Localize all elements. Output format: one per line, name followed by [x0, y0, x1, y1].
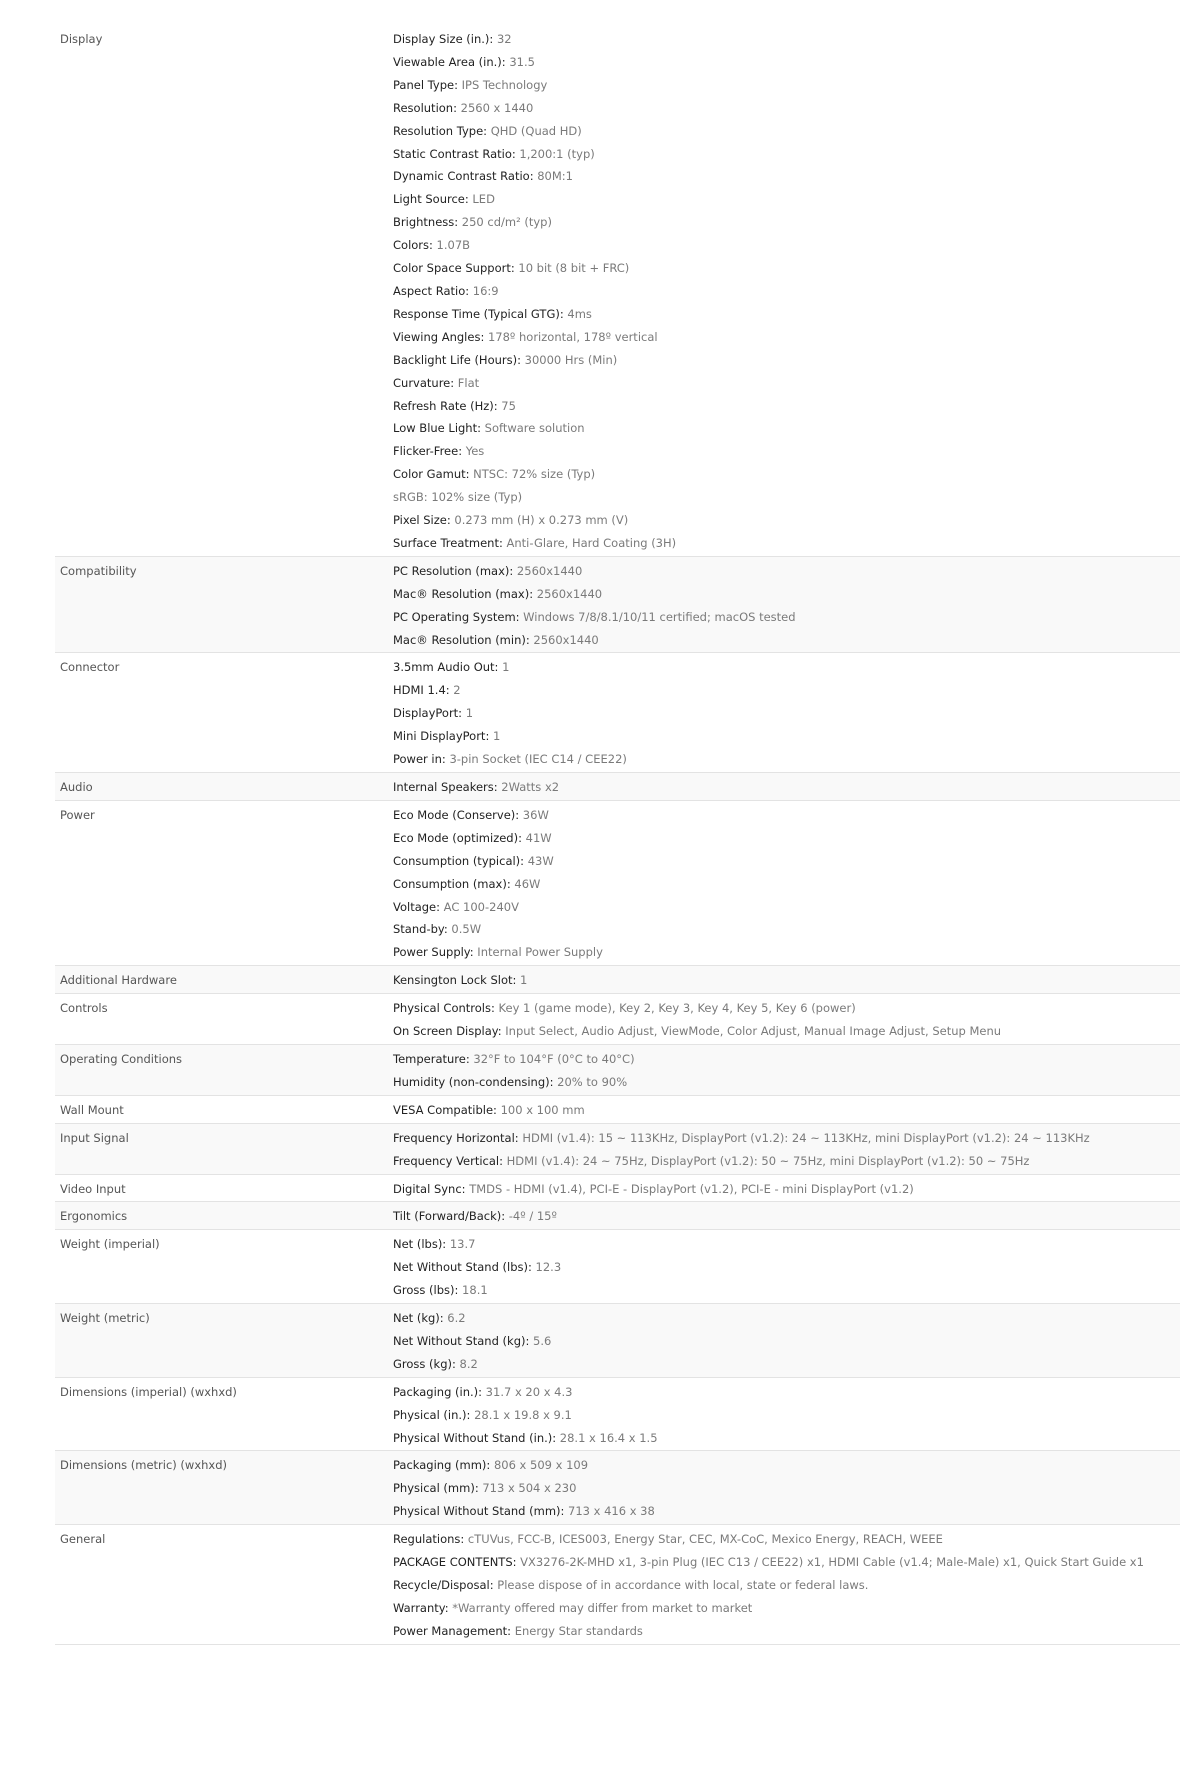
spec-item-key: Physical Without Stand (in.): [393, 1430, 557, 1445]
spec-category-label: Dimensions (imperial) (wxhxd) [60, 1384, 237, 1399]
spec-item [393, 560, 1180, 583]
spec-item-value: 1 [516, 973, 528, 988]
spec-section-row [55, 1304, 1180, 1378]
spec-item-list [393, 1127, 1180, 1173]
spec-section-row [55, 1451, 1180, 1525]
spec-item [393, 120, 1180, 143]
spec-item-key: Physical Controls: [393, 1001, 495, 1016]
spec-item [393, 1454, 1180, 1477]
spec-item-value: 713 x 416 x 38 [564, 1504, 655, 1519]
spec-item [393, 372, 1180, 395]
spec-item-key: Frequency Vertical: [393, 1153, 503, 1168]
spec-item [393, 1020, 1180, 1043]
spec-item [393, 188, 1180, 211]
spec-item-key: Tilt (Forward/Back): [393, 1209, 506, 1224]
spec-item-key: Eco Mode (Conserve): [393, 807, 520, 822]
spec-item-value: 2560x1440 [533, 586, 603, 601]
spec-item [393, 486, 1180, 509]
spec-item-value: 32 [493, 32, 512, 46]
spec-item [393, 656, 1180, 679]
spec-item-value: 3-pin Socket (IEC C14 / CEE22) [445, 752, 627, 767]
spec-item-list [393, 560, 1180, 652]
spec-item [393, 1307, 1180, 1330]
spec-item-value: *Warranty offered may differ from market to market [448, 1600, 753, 1615]
spec-item-key: VESA Compatible: [393, 1102, 497, 1117]
spec-item-list [393, 1048, 1180, 1094]
spec-item-list [393, 1099, 1180, 1122]
spec-category-label: General [60, 1532, 106, 1547]
spec-item-value: 4ms [563, 306, 592, 321]
spec-category-label: Wall Mount [60, 1102, 124, 1117]
spec-item [393, 850, 1180, 873]
spec-section-row [55, 1230, 1180, 1304]
spec-item [393, 1205, 1180, 1228]
spec-item-value: Flat [454, 375, 480, 390]
spec-item [393, 1279, 1180, 1302]
spec-item-value: cTUVus, FCC-B, ICES003, Energy Star, CEC, MX-CoC, Mexico Energy, REACH, WEEE [464, 1532, 943, 1547]
spec-item [393, 509, 1180, 532]
spec-item-key: Power Management: [393, 1623, 512, 1638]
spec-item-value: 28.1 x 16.4 x 1.5 [556, 1430, 658, 1445]
spec-item-value: 2560x1440 [513, 563, 583, 578]
spec-item-key: Flicker-Free: [393, 444, 463, 459]
spec-item-key: On Screen Display: [393, 1024, 502, 1039]
spec-item [393, 606, 1180, 629]
spec-item-key: Packaging (mm): [393, 1458, 491, 1473]
spec-item-value: 43W [524, 853, 554, 868]
spec-item-value: 6.2 [443, 1311, 466, 1326]
spec-item [393, 74, 1180, 97]
spec-item-key: Humidity (non-condensing): [393, 1074, 554, 1089]
spec-item-value: Software solution [480, 421, 585, 436]
spec-item-value: Please dispose of in accordance with local, state or federal laws. [493, 1578, 869, 1592]
spec-item-key: Consumption (max): [393, 876, 511, 891]
spec-item-value: VX3276-2K-MHD x1, 3-pin Plug (IEC C13 / CEE22) x1, HDMI Cable (v1.4; Male-Male) x1, Quick Start Guide x1 [516, 1555, 1144, 1570]
spec-item-value: 31.7 x 20 x 4.3 [482, 1384, 573, 1399]
spec-section-row [55, 28, 1180, 557]
spec-category-label: Additional Hardware [60, 973, 177, 988]
spec-item-value: 75 [497, 398, 516, 413]
spec-category-label: Ergonomics [60, 1209, 128, 1224]
spec-item [393, 748, 1180, 771]
spec-item [393, 679, 1180, 702]
spec-item-list [393, 1307, 1180, 1376]
spec-item [393, 143, 1180, 166]
spec-item-list [393, 969, 1180, 992]
spec-item-key: Surface Treatment: [393, 535, 503, 550]
spec-item-key: Backlight Life (Hours): [393, 352, 521, 367]
spec-item [393, 440, 1180, 463]
spec-item [393, 918, 1180, 941]
spec-item-list [393, 997, 1180, 1043]
spec-item-list [393, 1454, 1180, 1523]
spec-item-value: LED [468, 192, 495, 207]
spec-item-key: Net Without Stand (kg): [393, 1333, 530, 1348]
spec-item-value: TMDS - HDMI (v1.4), PCI-E - DisplayPort (v1.2), PCI-E - mini DisplayPort (v1.2) [465, 1181, 914, 1196]
spec-item-key: Physical (mm): [393, 1481, 479, 1496]
spec-item [393, 1551, 1180, 1574]
spec-item-value: 28.1 x 19.8 x 9.1 [470, 1407, 572, 1422]
spec-item [393, 280, 1180, 303]
spec-item-key: Colors: [393, 238, 433, 253]
spec-item [393, 1620, 1180, 1643]
spec-item-value: 1 [489, 729, 501, 744]
spec-item-value: 250 cd/m² (typ) [458, 215, 552, 230]
spec-item-key: Power in: [393, 752, 446, 767]
spec-section-row [55, 1124, 1180, 1175]
spec-item-value: 713 x 504 x 230 [478, 1481, 577, 1496]
spec-item [393, 1500, 1180, 1523]
spec-item-value: 1,200:1 (typ) [515, 146, 595, 161]
spec-item [393, 629, 1180, 652]
spec-item-value: 30000 Hrs (Min) [520, 352, 618, 367]
spec-item-value: Energy Star standards [511, 1623, 643, 1638]
spec-item-key: Color Space Support: [393, 261, 515, 276]
spec-category-label: Input Signal [60, 1130, 129, 1145]
spec-item-value: HDMI (v1.4): 24 ~ 75Hz, DisplayPort (v1.2): 50 ~ 75Hz, mini DisplayPort (v1.2): 50 ~ 75Hz [503, 1153, 1030, 1168]
spec-item-value: sRGB: 102% size (Typ) [393, 490, 523, 505]
spec-section-row [55, 1525, 1180, 1645]
spec-item-value: 10 bit (8 bit + FRC) [514, 261, 630, 276]
spec-item-value: 2560x1440 [529, 632, 599, 647]
spec-section-row [55, 1045, 1180, 1096]
spec-item-list [393, 776, 1180, 799]
spec-item [393, 1150, 1180, 1173]
spec-item-list [393, 1528, 1180, 1643]
spec-item-key: 3.5mm Audio Out: [393, 660, 499, 675]
spec-section-row [55, 1202, 1180, 1230]
spec-item [393, 1099, 1180, 1122]
spec-item-key: Temperature: [393, 1051, 470, 1066]
spec-item-key: Gross (kg): [393, 1356, 456, 1371]
spec-item-value: 36W [519, 807, 549, 822]
spec-item-key: Viewable Area (in.): [393, 54, 506, 69]
spec-item-key: Brightness: [393, 215, 459, 230]
spec-item-value: Internal Power Supply [473, 945, 603, 960]
spec-item-key: Mac® Resolution (min): [393, 632, 530, 647]
spec-item-value: 1.07B [432, 238, 471, 253]
spec-item-key: Internal Speakers: [393, 780, 498, 794]
spec-item [393, 532, 1180, 555]
spec-item [393, 417, 1180, 440]
spec-item [393, 97, 1180, 120]
spec-item [393, 165, 1180, 188]
spec-item-value: 32°F to 104°F (0°C to 40°C) [469, 1051, 635, 1066]
spec-item-key: Dynamic Contrast Ratio: [393, 169, 534, 184]
spec-item [393, 1178, 1180, 1201]
spec-item [393, 257, 1180, 280]
spec-item-value: 806 x 509 x 109 [490, 1458, 589, 1473]
spec-item-value: Key 1 (game mode), Key 2, Key 3, Key 4, Key 5, Key 6 (power) [494, 1001, 856, 1016]
spec-item-key: Physical (in.): [393, 1407, 471, 1422]
spec-item [393, 1048, 1180, 1071]
spec-item-key: Resolution: [393, 100, 457, 115]
spec-item-key: Pixel Size: [393, 513, 451, 528]
spec-section-row [55, 557, 1180, 654]
spec-item-value: Anti-Glare, Hard Coating (3H) [502, 535, 677, 550]
spec-item [393, 211, 1180, 234]
spec-item-value: IPS Technology [457, 77, 548, 92]
spec-item-key: Digital Sync: [393, 1181, 466, 1196]
spec-item [393, 1597, 1180, 1620]
spec-item-value: 41W [521, 830, 552, 845]
spec-item [393, 1427, 1180, 1450]
spec-item-value: 12.3 [531, 1260, 562, 1275]
spec-item-list [393, 656, 1180, 771]
spec-item-value: 0.273 mm (H) x 0.273 mm (V) [450, 513, 629, 528]
spec-item-key: Kensington Lock Slot: [393, 973, 517, 988]
spec-item-key: Refresh Rate (Hz): [393, 398, 498, 413]
spec-item [393, 1353, 1180, 1376]
spec-item-key: Voltage: [393, 899, 441, 914]
spec-category-label: Dimensions (metric) (wxhxd) [60, 1458, 228, 1473]
spec-item-key: Net Without Stand (lbs): [393, 1260, 532, 1275]
spec-item-key: DisplayPort: [393, 706, 463, 721]
spec-item-value: NTSC: 72% size (Typ) [469, 467, 596, 482]
spec-item-key: Resolution Type: [393, 123, 488, 138]
spec-item-key: Power Supply: [393, 945, 474, 960]
spec-item-key: PC Operating System: [393, 609, 520, 624]
spec-category-label: Controls [60, 1001, 108, 1016]
spec-item-key: Panel Type: [393, 77, 458, 92]
spec-item [393, 303, 1180, 326]
spec-item [393, 349, 1180, 372]
spec-item-list [393, 1233, 1180, 1302]
spec-item-value: 80M:1 [533, 169, 573, 184]
spec-item [393, 873, 1180, 896]
spec-item-value: 100 x 100 mm [496, 1102, 585, 1117]
spec-item [393, 51, 1180, 74]
spec-item-value: QHD (Quad HD) [487, 123, 582, 138]
spec-item [393, 1127, 1180, 1150]
spec-item-key: Warranty: [393, 1600, 449, 1615]
spec-item-key: Gross (lbs): [393, 1283, 459, 1298]
spec-item [393, 896, 1180, 919]
spec-section-row [55, 1175, 1180, 1203]
spec-item-key: Stand-by: [393, 922, 448, 937]
spec-item-key: Mac® Resolution (max): [393, 586, 534, 601]
spec-item-key: Mini DisplayPort: [393, 729, 490, 744]
spec-category-label: Display [60, 32, 103, 46]
spec-item-list [393, 28, 1180, 555]
spec-section-row [55, 653, 1180, 773]
spec-item-value: 46W [510, 876, 541, 891]
spec-section-row [55, 994, 1180, 1045]
spec-item-list [393, 804, 1180, 964]
spec-item-list [393, 1205, 1180, 1228]
spec-item-key: Consumption (typical): [393, 853, 525, 868]
spec-item-key: Frequency Horizontal: [393, 1130, 519, 1145]
spec-item [393, 583, 1180, 606]
spec-category-label: Power [60, 807, 95, 822]
spec-item-value: 178º horizontal, 178º vertical [484, 329, 658, 344]
spec-item [393, 969, 1180, 992]
spec-item [393, 1528, 1180, 1551]
spec-section-row [55, 966, 1180, 994]
spec-category-label: Operating Conditions [60, 1051, 183, 1066]
spec-item [393, 234, 1180, 257]
spec-item-key: Curvature: [393, 375, 455, 390]
spec-item-key: HDMI 1.4: [393, 683, 450, 698]
spec-item-value: 0.5W [447, 922, 482, 937]
spec-item-value: 13.7 [446, 1237, 476, 1252]
spec-item [393, 395, 1180, 418]
spec-item [393, 941, 1180, 964]
spec-item-key: Aspect Ratio: [393, 283, 470, 298]
spec-item [393, 1404, 1180, 1427]
spec-section-row [55, 801, 1180, 966]
spec-item-value: 1 [462, 706, 474, 721]
spec-item-key: Color Gamut: [393, 467, 470, 482]
spec-item-value: 2560 x 1440 [456, 100, 534, 115]
spec-category-label: Weight (imperial) [60, 1237, 160, 1252]
spec-item-key: PACKAGE CONTENTS: [393, 1555, 517, 1570]
spec-section-row [55, 1378, 1180, 1452]
spec-item [393, 463, 1180, 486]
spec-item-key: Low Blue Light: [393, 421, 481, 436]
spec-item-key: Display Size (in.): [393, 32, 494, 46]
spec-item-key: Static Contrast Ratio: [393, 146, 516, 161]
spec-item-key: Regulations: [393, 1532, 465, 1547]
spec-item-value: Input Select, Audio Adjust, ViewMode, Color Adjust, Manual Image Adjust, Setup Menu [501, 1024, 1002, 1039]
spec-category-label: Connector [60, 660, 120, 675]
spec-item [393, 776, 1180, 799]
spec-item-key: Net (lbs): [393, 1237, 447, 1252]
spec-item [393, 28, 1180, 51]
spec-item [393, 702, 1180, 725]
spec-category-label: Compatibility [60, 563, 137, 578]
spec-item [393, 1330, 1180, 1353]
spec-category-label: Audio [60, 780, 93, 794]
spec-item-value: AC 100-240V [440, 899, 519, 914]
spec-item-value: Windows 7/8/8.1/10/11 certified; macOS tested [519, 609, 796, 624]
spec-section-row [55, 1096, 1180, 1124]
spec-item-value: 5.6 [529, 1333, 552, 1348]
spec-item [393, 1574, 1180, 1597]
spec-item-list [393, 1178, 1180, 1201]
spec-item-value: HDMI (v1.4): 15 ~ 113KHz, DisplayPort (v1.2): 24 ~ 113KHz, mini DisplayPort (v1.2): 24 ~ 113KHz [518, 1130, 1090, 1145]
spec-item-value: 2 [449, 683, 461, 698]
spec-item-key: Net (kg): [393, 1311, 444, 1326]
spec-item [393, 1477, 1180, 1500]
spec-item-key: Response Time (Typical GTG): [393, 306, 564, 321]
spec-item [393, 827, 1180, 850]
spec-item-value: 1 [498, 660, 510, 675]
spec-item [393, 326, 1180, 349]
spec-item-value: 31.5 [505, 54, 535, 69]
spec-item [393, 1256, 1180, 1279]
spec-item-list [393, 1381, 1180, 1450]
spec-item-value: 8.2 [455, 1356, 478, 1371]
spec-item-key: Packaging (in.): [393, 1384, 483, 1399]
spec-item-key: PC Resolution (max): [393, 563, 514, 578]
spec-item-key: Light Source: [393, 192, 469, 207]
spec-item-value: 16:9 [469, 283, 499, 298]
spec-item-key: Eco Mode (optimized): [393, 830, 522, 845]
spec-category-label: Video Input [60, 1181, 126, 1196]
spec-category-label: Weight (metric) [60, 1311, 150, 1326]
spec-item-value: Yes [462, 444, 485, 459]
spec-item-value: -4º / 15º [505, 1209, 557, 1224]
spec-item [393, 1233, 1180, 1256]
spec-item-value: 20% to 90% [553, 1074, 628, 1089]
spec-item [393, 997, 1180, 1020]
spec-section-row [55, 773, 1180, 801]
spec-item [393, 804, 1180, 827]
spec-item [393, 725, 1180, 748]
spec-item-value: 2Watts x2 [497, 780, 560, 794]
spec-item-key: Viewing Angles: [393, 329, 485, 344]
spec-item [393, 1071, 1180, 1094]
spec-item-key: Physical Without Stand (mm): [393, 1504, 565, 1519]
spec-item-value: 18.1 [458, 1283, 488, 1298]
spec-item [393, 1381, 1180, 1404]
spec-item-key: Recycle/Disposal: [393, 1578, 494, 1592]
spec-table [55, 28, 1180, 1645]
